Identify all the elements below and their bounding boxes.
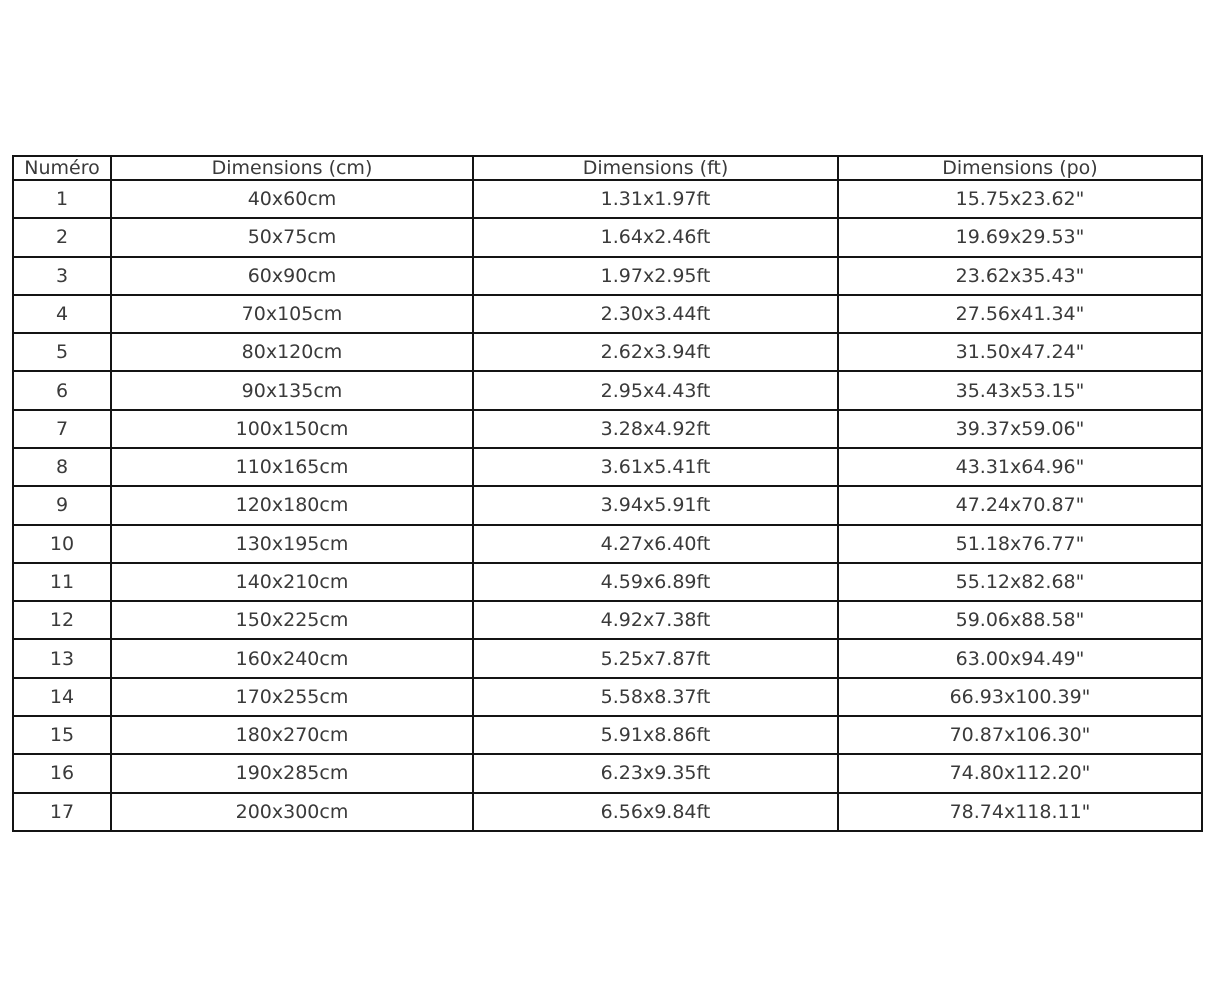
table-cell: 47.24x70.87" xyxy=(838,486,1202,524)
table-cell: 110x165cm xyxy=(111,448,473,486)
table-cell: 90x135cm xyxy=(111,371,473,409)
table-cell: 13 xyxy=(13,639,111,677)
table-row xyxy=(13,601,1202,639)
table-cell: 5.91x8.86ft xyxy=(473,716,838,754)
table-cell: 6 xyxy=(13,371,111,409)
table-cell: 74.80x112.20" xyxy=(838,754,1202,792)
table-cell: 66.93x100.39" xyxy=(838,678,1202,716)
table-cell: 31.50x47.24" xyxy=(838,333,1202,371)
column-header: Dimensions (cm) xyxy=(111,156,473,180)
table-cell: 1 xyxy=(13,180,111,218)
table-cell: 9 xyxy=(13,486,111,524)
table-row xyxy=(13,333,1202,371)
table-cell: 8 xyxy=(13,448,111,486)
table-cell: 27.56x41.34" xyxy=(838,295,1202,333)
table-cell: 6.23x9.35ft xyxy=(473,754,838,792)
table-cell: 23.62x35.43" xyxy=(838,257,1202,295)
table-cell: 59.06x88.58" xyxy=(838,601,1202,639)
table-cell: 150x225cm xyxy=(111,601,473,639)
table-cell: 5.25x7.87ft xyxy=(473,639,838,677)
table-cell: 1.97x2.95ft xyxy=(473,257,838,295)
table-cell: 6.56x9.84ft xyxy=(473,793,838,832)
table-cell: 55.12x82.68" xyxy=(838,563,1202,601)
table-cell: 120x180cm xyxy=(111,486,473,524)
table-cell: 70.87x106.30" xyxy=(838,716,1202,754)
table-cell: 16 xyxy=(13,754,111,792)
table-cell: 19.69x29.53" xyxy=(838,218,1202,256)
table-cell: 1.31x1.97ft xyxy=(473,180,838,218)
table-cell: 39.37x59.06" xyxy=(838,410,1202,448)
table-row xyxy=(13,410,1202,448)
table-cell: 3.94x5.91ft xyxy=(473,486,838,524)
table-row xyxy=(13,639,1202,677)
table-row xyxy=(13,486,1202,524)
table-cell: 5.58x8.37ft xyxy=(473,678,838,716)
table-cell: 70x105cm xyxy=(111,295,473,333)
table-cell: 160x240cm xyxy=(111,639,473,677)
table-row xyxy=(13,371,1202,409)
table-row xyxy=(13,754,1202,792)
column-header: Dimensions (po) xyxy=(838,156,1202,180)
table-cell: 63.00x94.49" xyxy=(838,639,1202,677)
table-body xyxy=(13,180,1202,831)
table-cell: 17 xyxy=(13,793,111,832)
dimensions-table xyxy=(12,155,1203,832)
table-row xyxy=(13,793,1202,832)
table-row xyxy=(13,678,1202,716)
table-cell: 170x255cm xyxy=(111,678,473,716)
table-cell: 50x75cm xyxy=(111,218,473,256)
table-cell: 3 xyxy=(13,257,111,295)
table-row xyxy=(13,295,1202,333)
table-cell: 78.74x118.11" xyxy=(838,793,1202,832)
column-header: Dimensions (ft) xyxy=(473,156,838,180)
table-cell: 3.28x4.92ft xyxy=(473,410,838,448)
table-cell: 140x210cm xyxy=(111,563,473,601)
column-header: Numéro xyxy=(13,156,111,180)
table-cell: 180x270cm xyxy=(111,716,473,754)
table-cell: 2.30x3.44ft xyxy=(473,295,838,333)
table-row xyxy=(13,180,1202,218)
table-cell: 10 xyxy=(13,525,111,563)
table-cell: 4.59x6.89ft xyxy=(473,563,838,601)
table-cell: 2 xyxy=(13,218,111,256)
table-cell: 40x60cm xyxy=(111,180,473,218)
table-cell: 190x285cm xyxy=(111,754,473,792)
table-cell: 14 xyxy=(13,678,111,716)
table-cell: 7 xyxy=(13,410,111,448)
table-cell: 130x195cm xyxy=(111,525,473,563)
table-cell: 60x90cm xyxy=(111,257,473,295)
table-cell: 2.95x4.43ft xyxy=(473,371,838,409)
table-cell: 4.92x7.38ft xyxy=(473,601,838,639)
table-cell: 4 xyxy=(13,295,111,333)
table-cell: 2.62x3.94ft xyxy=(473,333,838,371)
table-row xyxy=(13,257,1202,295)
table-cell: 200x300cm xyxy=(111,793,473,832)
header-row xyxy=(13,156,1202,180)
table-cell: 80x120cm xyxy=(111,333,473,371)
table-cell: 3.61x5.41ft xyxy=(473,448,838,486)
table-cell: 43.31x64.96" xyxy=(838,448,1202,486)
table-row xyxy=(13,716,1202,754)
table-cell: 51.18x76.77" xyxy=(838,525,1202,563)
table-cell: 100x150cm xyxy=(111,410,473,448)
table-cell: 35.43x53.15" xyxy=(838,371,1202,409)
table-cell: 11 xyxy=(13,563,111,601)
table-row xyxy=(13,525,1202,563)
table-cell: 1.64x2.46ft xyxy=(473,218,838,256)
table-cell: 5 xyxy=(13,333,111,371)
table-cell: 12 xyxy=(13,601,111,639)
table-cell: 15.75x23.62" xyxy=(838,180,1202,218)
table-cell: 15 xyxy=(13,716,111,754)
table-row xyxy=(13,448,1202,486)
table-row xyxy=(13,218,1202,256)
table-cell: 4.27x6.40ft xyxy=(473,525,838,563)
table-row xyxy=(13,563,1202,601)
